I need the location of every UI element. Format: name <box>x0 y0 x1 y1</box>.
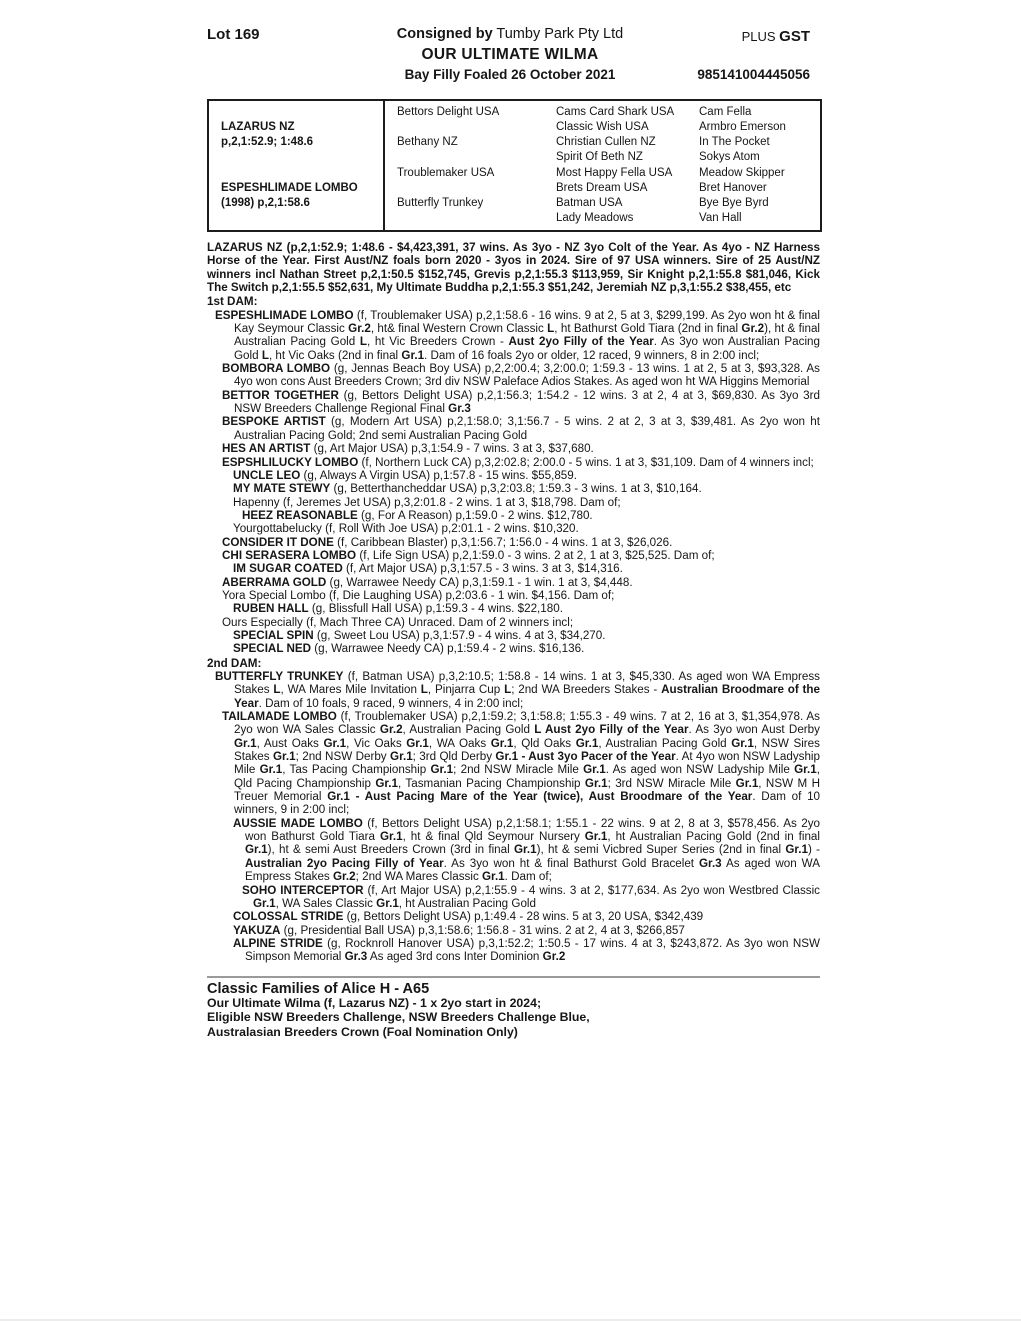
gen3-ancestor: Batman USA <box>556 197 623 209</box>
gst-label: GST <box>779 28 810 45</box>
pedigree-entry: BOMBORA LOMBO (g, Jennas Beach Boy USA) p,2,2:00.4; 3,2:00.0; 1:59.3 - 13 wins. 1 at 2, 5 at 3, $93,328. As 4yo won cons Aust Breeders Crown; 3rd div NSW Paleface Adios Stakes. As aged won ht WA Higgins Memorial <box>222 362 820 389</box>
gen4-ancestor: Van Hall <box>699 212 742 224</box>
pedigree-entry: ABERRAMA GOLD (g, Warrawee Needy CA) p,3,1:59.1 - 1 win. 1 at 3, $4,448. <box>222 575 633 589</box>
pedigree-entry: YAKUZA (g, Presidential Ball USA) p,3,1:58.6; 1:56.8 - 31 wins. 2 at 2, 4 at 3, $266,857 <box>233 923 685 937</box>
gen4-ancestor: Bye Bye Byrd <box>699 197 769 209</box>
dam-record: (1998) p,2,1:58.6 <box>221 197 310 209</box>
gen4-ancestor: In The Pocket <box>699 136 770 148</box>
race-starts-note: Our Ultimate Wilma (f, Lazarus NZ) - 1 x 2yo start in 2024; <box>207 995 542 1010</box>
pedigree-text <box>207 241 820 1039</box>
pedigree-entry: HES AN ARTIST (g, Art Major USA) p,3,1:54.9 - 7 wins. 3 at 3, $37,680. <box>222 442 594 456</box>
pedigree-entry: TAILAMADE LOMBO (f, Troublemaker USA) p,2,1:59.2; 3,1:58.8; 1:55.3 - 49 wins. 7 at 2, 16 at 3, $1,354,978. As 2yo won WA Sales Classic Gr.2, Australian Pacing Gold L Aust 2yo Filly of the Year. As 3yo won Aust Derby Gr.1, Aust Oaks Gr.1, Vic Oaks Gr.1, WA Oaks Gr.1, Qld Oaks Gr.1, Australian Pacing Gold Gr.1, NSW Sires Stakes Gr.1; 2nd NSW Derby Gr.1; 3rd Qld Derby Gr.1 - Aust 3yo Pacer of the Year. At 4yo won NSW Ladyship Mile Gr.1, Tas Pacing Championship Gr.1; 2nd NSW Miracle Mile Gr.1. As aged won NSW Ladyship Mile Gr.1, Qld Pacing Championship Gr.1, Tasmanian Pacing Championship Gr.1; 3rd NSW Miracle Mile Gr.1, NSW M H Treuer Memorial Gr.1 - Aust Pacing Mare of the Year (twice), Aust Broodmare of the Year. Dam of 10 winners, 9 in 2:00 incl; <box>222 710 821 817</box>
gen2-ancestor: Bethany NZ <box>397 136 458 148</box>
pedigree-entry: RUBEN HALL (g, Blissfull Hall USA) p,1:59.3 - 4 wins. $22,180. <box>233 602 563 616</box>
pedigree-entry: Yora Special Lombo (f, Die Laughing USA) p,2:03.6 - 1 win. $4,156. Dam of; <box>222 588 615 602</box>
consignor-name: Tumby Park Pty Ltd <box>492 26 624 42</box>
sire-summary: LAZARUS NZ (p,2,1:52.9; 1:48.6 - $4,423,391, 37 wins. As 3yo - NZ 3yo Colt of the Year. As 4yo - NZ Harness Horse of the Year. First Aust/NZ foals born 2020 - 3yos in 2024. Sire of 97 USA winners. Sire of 25 Aust/NZ winners incl Nathan Street p,2,1:50.5 $152,745, Grevis p,2,1:55.3 $113,959, Sir Knight p,2,1:55.8 $81,046, Kick The Switch p,2,1:55.5 $52,631, My Ultimate Buddha p,2,1:55.3 $51,242, Jeremiah NZ p,3,1:55.2 $38,455, etc <box>207 241 820 295</box>
first-dam-label: 1st DAM: <box>207 295 258 309</box>
pedigree-entry: SPECIAL NED (g, Warrawee Needy CA) p,1:59.4 - 2 wins. $16,136. <box>233 642 585 656</box>
pedigree-box <box>207 99 822 232</box>
pedigree-entry: COLOSSAL STRIDE (g, Bettors Delight USA) p,1:49.4 - 28 wins. 5 at 3, 20 USA, $342,439 <box>233 910 704 924</box>
sire-name: LAZARUS NZ <box>221 121 295 133</box>
pedigree-entry: ALPINE STRIDE (g, Rocknroll Hanover USA) p,3,1:52.2; 1:50.5 - 17 wins. 4 at 3, $243,872. As 3yo won NSW Simpson Memorial Gr.3 As aged 3rd cons Inter Dominion Gr.2 <box>233 936 820 964</box>
pedigree-entry: Yourgottabelucky (f, Roll With Joe USA) p,2:01.1 - 2 wins. $10,320. <box>233 522 579 536</box>
gen2-ancestor: Butterfly Trunkey <box>397 197 484 209</box>
footer-divider <box>207 976 820 978</box>
lot-number: Lot 169 <box>207 26 260 43</box>
gen4-ancestor: Armbro Emerson <box>699 121 786 133</box>
gen4-ancestor: Meadow Skipper <box>699 167 785 179</box>
pedigree-entry: ESPESHLIMADE LOMBO (f, Troublemaker USA) p,2,1:58.6 - 16 wins. 9 at 2, 5 at 3, $299,199. As 2yo won ht & final Kay Seymour Classic Gr.2, ht& final Western Crown Classic L, ht Bathurst Gold Tiara (2nd in final Gr.2), ht & final Australian Pacing Gold L, ht Vic Breeders Crown - Aust 2yo Filly of the Year. As 3yo won Australian Pacing Gold L, ht Vic Oaks (2nd in final Gr.1. Dam of 16 foals 2yo or older, 12 raced, 9 winners, 8 in 2:00 incl; <box>215 308 821 362</box>
gen3-ancestor: Cams Card Shark USA <box>556 106 675 118</box>
gst-line <box>620 28 810 45</box>
gen3-ancestor: Classic Wish USA <box>556 121 649 133</box>
pedigree-entry: AUSSIE MADE LOMBO (f, Bettors Delight USA) p,2,1:58.1; 1:55.1 - 22 wins. 9 at 2, 8 at 3, $578,456. As 2yo won Bathurst Gold Tiara Gr.1, ht & final Qld Seymour Nursery Gr.1, ht Australian Pacing Gold (2nd in final Gr.1), ht & semi Aust Breeders Crown (3rd in final Gr.1), ht & semi Vicbred Super Series (2nd in final Gr.1) - Australian 2yo Pacing Filly of Year. As 3yo won ht & final Bathurst Gold Bracelet Gr.3 As aged won WA Empress Stakes Gr.2; 2nd WA Mares Classic Gr.1. Dam of; <box>233 816 821 884</box>
gen4-ancestor: Sokys Atom <box>699 151 760 163</box>
gen4-ancestor: Cam Fella <box>699 106 752 118</box>
pedigree-entry: MY MATE STEWY (g, Betterthancheddar USA) p,3,2:03.8; 1:59.3 - 3 wins. 1 at 3, $10,164. <box>233 482 702 496</box>
pedigree-box-divider <box>383 101 385 230</box>
gen2-ancestor: Bettors Delight USA <box>397 106 500 118</box>
pedigree-entry: BUTTERFLY TRUNKEY (f, Batman USA) p,3,2:10.5; 1:58.8 - 14 wins. 1 at 3, $45,330. As aged won WA Empress Stakes L, WA Mares Mile Invitation L, Pinjarra Cup L; 2nd WA Breeders Stakes - Australian Broodmare of the Year. Dam of 10 foals, 9 raced, 9 winners, 4 in 2:00 incl; <box>215 670 821 710</box>
dam-name: ESPESHLIMADE LOMBO <box>221 182 358 194</box>
eligibility-line: Australasian Breeders Crown (Foal Nomination Only) <box>207 1024 518 1039</box>
pedigree-entry: CHI SERASERA LOMBO (f, Life Sign USA) p,2,1:59.0 - 3 wins. 2 at 2, 1 at 3, $25,525. Dam of; <box>222 548 715 562</box>
pedigree-entry: Ours Especially (f, Mach Three CA) Unraced. Dam of 2 winners incl; <box>222 615 574 629</box>
second-dam-label: 2nd DAM: <box>207 656 262 670</box>
eligibility-line: Eligible NSW Breeders Challenge, NSW Breeders Challenge Blue, <box>207 1010 590 1025</box>
pedigree-entry: BESPOKE ARTIST (g, Modern Art USA) p,2,1:58.0; 3,1:56.7 - 5 wins. 2 at 2, 3 at 3, $39,481. As 2yo won ht Australian Pacing Gold; 2nd semi Australian Pacing Gold <box>222 415 820 442</box>
gen4-ancestor: Bret Hanover <box>699 182 767 194</box>
pedigree-entry: HEEZ REASONABLE (g, For A Reason) p,1:59.0 - 2 wins. $12,780. <box>242 508 593 522</box>
family-line: Classic Families of Alice H - A65 <box>207 981 430 998</box>
pedigree-entry: CONSIDER IT DONE (f, Caribbean Blaster) p,3,1:56.7; 1:56.0 - 4 wins. 1 at 3, $26,026. <box>222 535 673 549</box>
microchip-number: 985141004445056 <box>697 67 810 82</box>
pedigree-entry: SOHO INTERCEPTOR (f, Art Major USA) p,2,1:55.9 - 4 wins. 3 at 2, $177,634. As 2yo won Westbred Classic Gr.1, WA Sales Classic Gr.1, ht Australian Pacing Gold <box>242 883 820 910</box>
pedigree-entry: ESPSHLILUCKY LOMBO (f, Northern Luck CA) p,3,2:02.8; 2:00.0 - 5 wins. 1 at 3, $31,109. Dam of 4 winners incl; <box>222 455 814 469</box>
pedigree-entry: BETTOR TOGETHER (g, Bettors Delight USA) p,2,1:56.3; 1:54.2 - 12 wins. 3 at 2, 4 at 3, $69,830. As 3yo 3rd NSW Breeders Challenge Regional Final Gr.3 <box>222 388 820 416</box>
plus-label: PLUS <box>741 29 780 44</box>
horse-name-title: OUR ULTIMATE WILMA <box>421 46 599 63</box>
consigned-by-label: Consigned by <box>396 26 493 42</box>
gen3-ancestor: Brets Dream USA <box>556 182 648 194</box>
gen2-ancestor: Troublemaker USA <box>397 167 495 179</box>
gen3-ancestor: Christian Cullen NZ <box>556 136 656 148</box>
eligibility-note <box>207 1010 820 1039</box>
pedigree-entry: SPECIAL SPIN (g, Sweet Lou USA) p,3,1:57.9 - 4 wins. 4 at 3, $34,270. <box>233 628 606 642</box>
gen3-ancestor: Lady Meadows <box>556 212 634 224</box>
pedigree-entry: Hapenny (f, Jeremes Jet USA) p,3,2:01.8 - 2 wins. 1 at 3, $18,798. Dam of; <box>233 495 621 509</box>
gen3-ancestor: Spirit Of Beth NZ <box>556 151 643 163</box>
sire-record: p,2,1:52.9; 1:48.6 <box>221 136 314 148</box>
gen3-ancestor: Most Happy Fella USA <box>556 167 673 179</box>
pedigree-entry: IM SUGAR COATED (f, Art Major USA) p,3,1:57.5 - 3 wins. 3 at 3, $14,316. <box>233 562 623 576</box>
pedigree-entry: UNCLE LEO (g, Always A Virgin USA) p,1:57.8 - 15 wins. $55,859. <box>233 468 577 482</box>
foaling-line: Bay Filly Foaled 26 October 2021 <box>404 67 616 82</box>
